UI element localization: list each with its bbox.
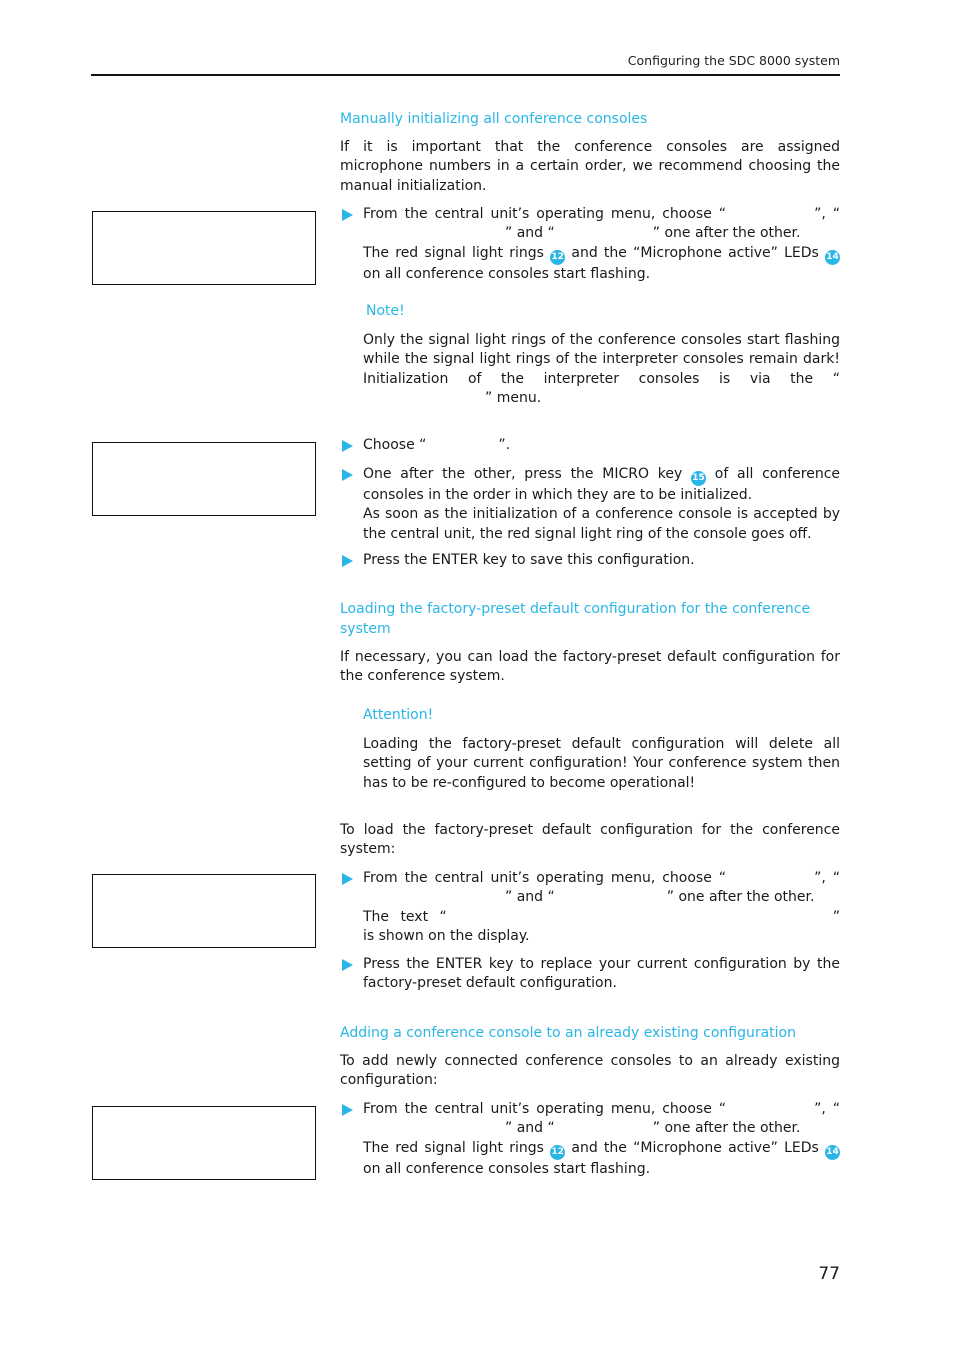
attention-text: Loading the factory-preset default configuration will delete all setting of your current configuration! Your conference system then has to be re-configured to become operational! (363, 736, 840, 791)
bullet-item (340, 1100, 840, 1179)
text: ” menu. (485, 389, 542, 406)
text: ” and “ (505, 1120, 555, 1137)
bullet-text (363, 1100, 840, 1179)
text: ”, “ (814, 1101, 841, 1117)
bullet-text (363, 869, 840, 946)
text: Only the signal light rings of the conference consoles start flashing while the signal light rings of the interpreter consoles remain dark! Initialization of the interpreter consoles is via the “ (363, 332, 840, 387)
bullet-item (340, 869, 840, 946)
text: on all conference consoles start flashing. (363, 265, 651, 282)
text: The red signal light rings (363, 244, 544, 261)
bullet-arrow-icon (342, 555, 353, 567)
bullet-text (363, 436, 840, 455)
text: ”, “ (814, 870, 841, 886)
section-intro-block (340, 138, 840, 196)
bullet-item (340, 955, 840, 994)
text: ”. (498, 437, 511, 453)
text: ” and “ (505, 225, 555, 242)
bullet-item (340, 205, 840, 284)
section-intro-block (340, 1052, 840, 1091)
marker-14-icon: 14 (825, 250, 840, 265)
running-title: Configuring the SDC 8000 system (627, 53, 840, 68)
lcd-display-1 (92, 211, 316, 285)
text: From the central unit’s operating menu, choose “ (363, 1101, 727, 1117)
bullet-text: Press the ENTER key to save this configuration. (363, 552, 695, 568)
section-intro-block (340, 648, 840, 687)
lcd-display-4 (92, 1106, 316, 1180)
text: As soon as the initialization of a conference console is accepted by the central unit, the red signal light ring of the console goes off. (363, 506, 840, 542)
text: on all conference consoles start flashing. (363, 1160, 651, 1177)
text: ” and “ (505, 889, 555, 906)
lcd-display-2 (92, 442, 316, 516)
text: From the central unit’s operating menu, choose “ (363, 870, 727, 886)
section-intro: If necessary, you can load the factory-preset default configuration for the conference system. (340, 649, 840, 685)
section-manual-init (340, 109, 840, 129)
note-text (363, 331, 840, 408)
bullet-text: Press the ENTER key to replace your current configuration by the factory-preset default configuration. (363, 956, 840, 992)
bullet-arrow-icon (342, 959, 353, 971)
attention-box (363, 705, 840, 793)
text: of all conference consoles in the order in which they are to be initialized. (363, 466, 841, 503)
section-lead: To load the factory-preset default configuration for the conference system: (340, 822, 840, 858)
section-heading: Manually initializing all conference consoles (340, 111, 648, 127)
note-box (363, 301, 840, 408)
section-factory-default (340, 599, 840, 639)
section-heading: Adding a conference console to an already existing configuration (340, 1025, 796, 1041)
page-number: 77 (818, 1264, 840, 1284)
marker-15-icon: 15 (691, 471, 706, 486)
bullet-arrow-icon (342, 469, 353, 481)
text: The text “ (363, 908, 447, 925)
text: ” one after the other. (666, 889, 815, 906)
bullet-item (340, 465, 840, 544)
text: ” one after the other. (652, 1120, 801, 1137)
text: and the “Microphone active” LEDs (571, 244, 819, 261)
section-intro: To add newly connected conference consoles to an already existing configuration: (340, 1053, 840, 1089)
text: ”, “ (814, 206, 841, 222)
section-add-console (340, 1023, 840, 1043)
bullet-arrow-icon (342, 873, 353, 885)
bullet-arrow-icon (342, 1104, 353, 1116)
section-intro: If it is important that the conference consoles are assigned microphone numbers in a certain order, we recommend choosing the manual initialization. (340, 139, 840, 194)
text: The red signal light rings (363, 1139, 544, 1156)
attention-title: Attention! (363, 707, 434, 723)
text: ” is shown on the display. (363, 908, 840, 944)
marker-14-icon: 14 (825, 1145, 840, 1160)
text: and the “Microphone active” LEDs (571, 1139, 819, 1156)
bullet-item (340, 551, 840, 570)
text: Choose “ (363, 437, 427, 453)
bullet-text (363, 465, 840, 544)
section-lead-block (340, 821, 840, 860)
section-heading: Loading the factory-preset default configuration for the conference system (340, 601, 811, 637)
bullet-item (340, 436, 840, 455)
text: One after the other, press the MICRO key (363, 466, 683, 482)
bullet-arrow-icon (342, 440, 353, 452)
marker-12-icon: 12 (550, 1145, 565, 1160)
header-rule (91, 74, 840, 76)
bullet-text (363, 205, 840, 284)
text: From the central unit’s operating menu, choose “ (363, 206, 727, 222)
note-title: Note! (366, 303, 405, 319)
bullet-arrow-icon (342, 209, 353, 221)
marker-12-icon: 12 (550, 250, 565, 265)
lcd-display-3 (92, 874, 316, 948)
text: ” one after the other. (652, 225, 801, 242)
